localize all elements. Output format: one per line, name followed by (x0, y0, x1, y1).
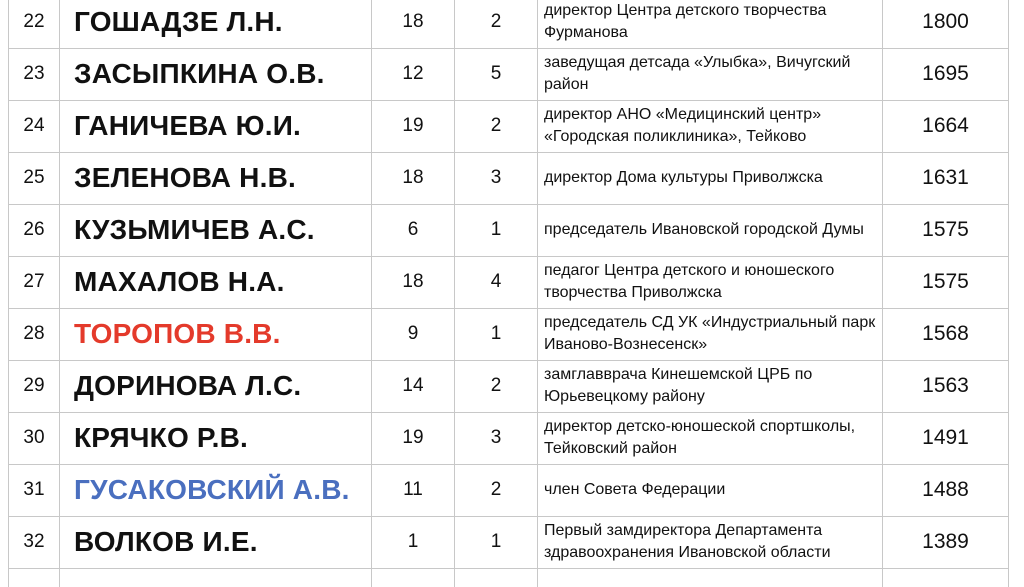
position-cell: заведущая детсада «Улыбка», Вичугский район (538, 48, 883, 100)
value-b-cell: 2 (455, 464, 538, 516)
score-cell: 1568 (883, 308, 1009, 360)
table-row (9, 100, 1009, 152)
value-b-cell: 4 (455, 256, 538, 308)
table-row (9, 204, 1009, 256)
value-b-cell: 3 (455, 152, 538, 204)
value-a-cell: 12 (372, 48, 455, 100)
position-cell: директор АНО «Медицинский центр» «Городская поликлиника», Тейково (538, 100, 883, 152)
table-row-partial (9, 568, 1009, 587)
score-cell: 1488 (883, 464, 1009, 516)
position-cell: Первый замдиректора Департамента здравоохранения Ивановской области (538, 516, 883, 568)
score-cell: 1695 (883, 48, 1009, 100)
value-b-cell: 2 (455, 0, 538, 48)
score-cell: 1631 (883, 152, 1009, 204)
score-cell: 1563 (883, 360, 1009, 412)
rating-table (8, 0, 1009, 587)
position-cell (538, 568, 883, 587)
score-cell: 1664 (883, 100, 1009, 152)
rank-cell: 30 (9, 412, 60, 464)
rank-cell: 27 (9, 256, 60, 308)
position-cell: директор Дома культуры Приволжска (538, 152, 883, 204)
name-cell: КУЗЬМИЧЕВ А.С. (60, 204, 372, 256)
value-a-cell: 6 (372, 204, 455, 256)
value-a-cell: 19 (372, 100, 455, 152)
name-cell: ВОЛКОВ И.Е. (60, 516, 372, 568)
value-a-cell: 1 (372, 516, 455, 568)
position-cell: член Совета Федерации (538, 464, 883, 516)
position-cell: директор Центра детского творчества Фурманова (538, 0, 883, 48)
value-b-cell (455, 568, 538, 587)
table-row (9, 48, 1009, 100)
rank-cell: 29 (9, 360, 60, 412)
name-cell: ГОШАДЗЕ Л.Н. (60, 0, 372, 48)
value-a-cell: 9 (372, 308, 455, 360)
value-b-cell: 1 (455, 204, 538, 256)
table-row (9, 412, 1009, 464)
value-a-cell: 19 (372, 412, 455, 464)
name-cell: ГАНИЧЕВА Ю.И. (60, 100, 372, 152)
position-cell: директор детско-юношеской спортшколы, Тейковский район (538, 412, 883, 464)
rank-cell: 28 (9, 308, 60, 360)
rank-cell: 24 (9, 100, 60, 152)
value-a-cell (372, 568, 455, 587)
table-row (9, 464, 1009, 516)
name-cell: КРЯЧКО Р.В. (60, 412, 372, 464)
score-cell: 1491 (883, 412, 1009, 464)
position-cell: председатель СД УК «Индустриальный парк Иваново-Вознесенск» (538, 308, 883, 360)
table-row (9, 0, 1009, 48)
rating-table-body (9, 0, 1009, 587)
position-cell: педагог Центра детского и юношеского творчества Приволжска (538, 256, 883, 308)
table-row (9, 516, 1009, 568)
rank-cell (9, 568, 60, 587)
score-cell: 1575 (883, 204, 1009, 256)
rank-cell: 26 (9, 204, 60, 256)
position-cell: замглавврача Кинешемской ЦРБ по Юрьевецкому району (538, 360, 883, 412)
name-cell: ЗЕЛЕНОВА Н.В. (60, 152, 372, 204)
table-row (9, 256, 1009, 308)
value-b-cell: 2 (455, 360, 538, 412)
name-cell: ЗАСЫПКИНА О.В. (60, 48, 372, 100)
name-cell (60, 568, 372, 587)
value-a-cell: 18 (372, 0, 455, 48)
table-row (9, 152, 1009, 204)
value-b-cell: 1 (455, 308, 538, 360)
value-b-cell: 3 (455, 412, 538, 464)
table-row (9, 360, 1009, 412)
value-b-cell: 1 (455, 516, 538, 568)
value-a-cell: 18 (372, 152, 455, 204)
name-cell: МАХАЛОВ Н.А. (60, 256, 372, 308)
name-cell: ДОРИНОВА Л.С. (60, 360, 372, 412)
rank-cell: 31 (9, 464, 60, 516)
rank-cell: 32 (9, 516, 60, 568)
score-cell: 1389 (883, 516, 1009, 568)
score-cell: 1800 (883, 0, 1009, 48)
table-row (9, 308, 1009, 360)
value-a-cell: 14 (372, 360, 455, 412)
value-b-cell: 2 (455, 100, 538, 152)
value-b-cell: 5 (455, 48, 538, 100)
rank-cell: 25 (9, 152, 60, 204)
rank-cell: 22 (9, 0, 60, 48)
name-cell: ГУСАКОВСКИЙ А.В. (60, 464, 372, 516)
value-a-cell: 11 (372, 464, 455, 516)
score-cell (883, 568, 1009, 587)
score-cell: 1575 (883, 256, 1009, 308)
value-a-cell: 18 (372, 256, 455, 308)
position-cell: председатель Ивановской городской Думы (538, 204, 883, 256)
name-cell: ТОРОПОВ В.В. (60, 308, 372, 360)
rank-cell: 23 (9, 48, 60, 100)
